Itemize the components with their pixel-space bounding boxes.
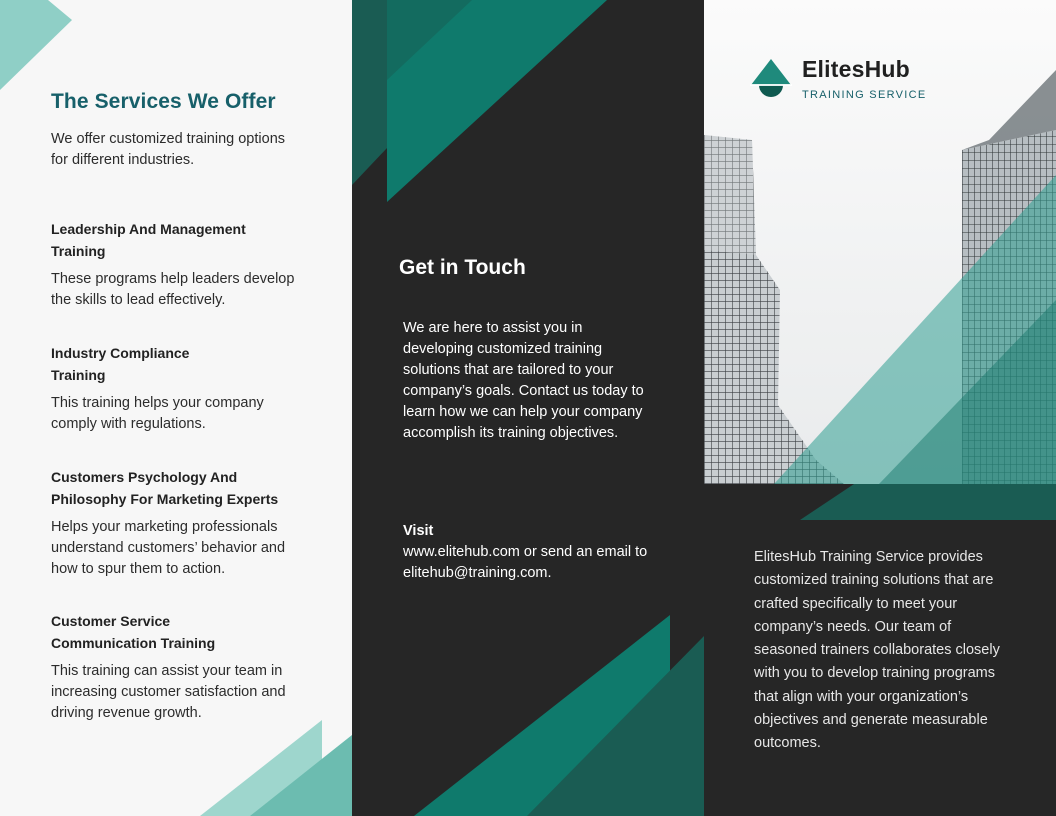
services-intro: We offer customized training options for different industries. bbox=[51, 131, 286, 168]
service-item-description: This training can assist your team in increasing customer satisfaction and driving revenue growth. bbox=[51, 663, 286, 721]
contact-body: We are here to assist you in developing customized training solutions that are tailored to your company’s goals. Contact us today to learn how we can help your company accomplish its training objectives. bbox=[403, 320, 644, 441]
banner-band bbox=[800, 484, 1056, 520]
brand-name: ElitesHub bbox=[802, 56, 910, 82]
service-item-description: This training helps your company comply with regulations. bbox=[51, 395, 264, 432]
contact-panel bbox=[352, 0, 704, 816]
service-item-description: These programs help leaders develop the skills to lead effectively. bbox=[51, 271, 295, 308]
service-item-compliance bbox=[51, 342, 321, 435]
service-item-title: Customer Service Communication Training bbox=[51, 613, 216, 651]
about-panel-decoration bbox=[704, 470, 1056, 530]
service-item-leadership bbox=[51, 218, 321, 311]
visit-label: Visit bbox=[403, 523, 434, 539]
contact-title: Get in Touch bbox=[399, 256, 526, 279]
service-item-title: Industry Compliance Training bbox=[51, 345, 190, 383]
service-item-title: Leadership And Management Training bbox=[51, 221, 246, 259]
service-item-psychology bbox=[51, 466, 321, 580]
brand-header bbox=[750, 56, 950, 104]
about-body: ElitesHub Training Service provides customized training solutions that are crafted specifically to meet your company’s needs. Our team of seasoned trainers collaborates closely with you to develop training programs that align with your organization’s objectives and generate measurable outcomes. bbox=[754, 549, 1000, 752]
service-item-customer-service bbox=[51, 610, 321, 724]
mountain-sun-logo-icon bbox=[750, 58, 792, 98]
visit-info[interactable]: www.elitehub.com or send an email to elitehub@training.com. bbox=[403, 544, 648, 581]
service-item-description: Helps your marketing professionals understand customers’ behavior and how to spur them to action. bbox=[51, 519, 286, 577]
about-panel bbox=[704, 0, 1056, 816]
services-title: The Services We Offer bbox=[51, 90, 276, 113]
services-panel bbox=[0, 0, 352, 816]
top-left-triangle bbox=[0, 0, 72, 90]
service-item-title: Customers Psychology And Philosophy For Marketing Experts bbox=[51, 469, 279, 507]
brand-tagline: TRAINING SERVICE bbox=[802, 89, 927, 101]
